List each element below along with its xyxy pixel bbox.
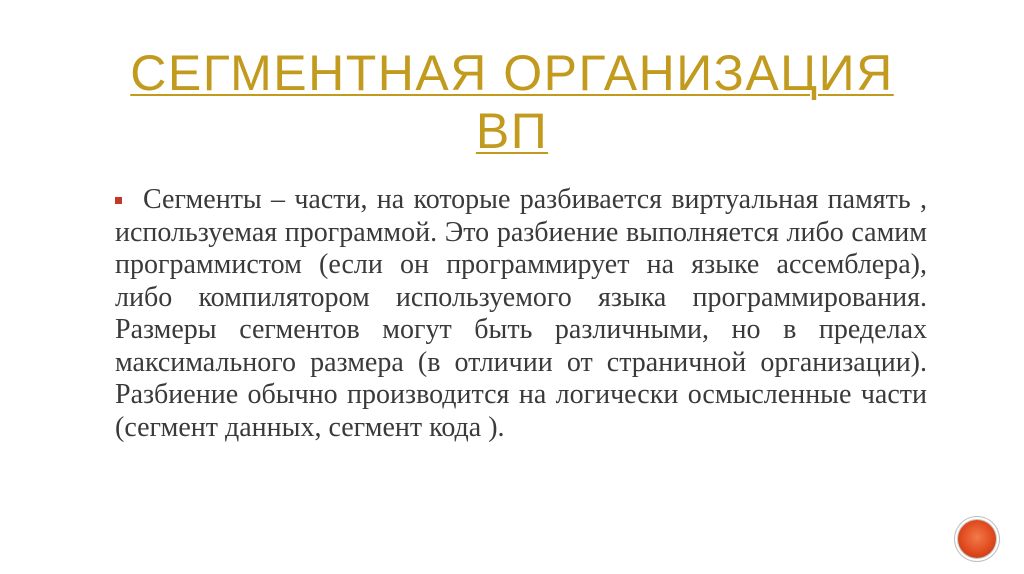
slide-title-line-2: ВП — [475, 103, 549, 159]
next-slide-circle-icon[interactable] — [958, 520, 996, 558]
bullet-text: Сегменты – части, на которые разбивается виртуальная память , используемая программой. Это разбиение выполняется либо самим программистом (если он программирует на языке ассемблера), либо компилятором используемого языка программирования. Размеры сегментов могут быть различными, но в пределах максимального размера (в отличии от страничной организации). Разбиение обычно производится на логически осмысленные части (сегмент данных, сегмент кода ). — [115, 184, 927, 443]
slide-title-line-1: СЕГМЕНТНАЯ ОРГАНИЗАЦИЯ — [130, 45, 894, 101]
slide-title — [60, 44, 964, 160]
